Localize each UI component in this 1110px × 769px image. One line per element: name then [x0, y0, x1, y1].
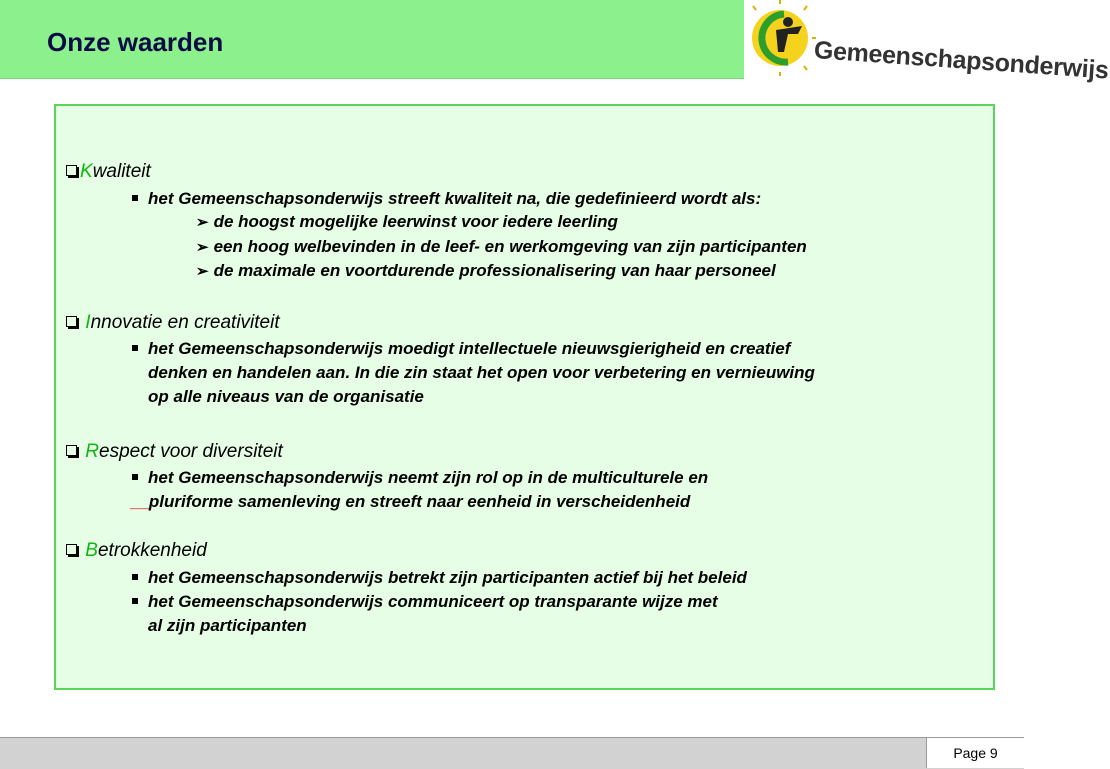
sub-bullet-text: de hoogst mogelijke leerwinst voor iedere leerling — [213, 212, 618, 231]
content-box — [54, 104, 995, 690]
heading-rest: waliteit — [92, 161, 151, 182]
checkbox-bullet-icon — [66, 316, 77, 327]
square-bullet-icon — [132, 574, 138, 580]
bullet-text: het Gemeenschapsonderwijs neemt zijn rol op in de multiculturele en — [148, 468, 709, 487]
heading-kwaliteit — [66, 161, 151, 183]
bullet-text: het Gemeenschapsonderwijs moedigt intellectuele nieuwsgierigheid en creatief — [148, 339, 791, 358]
checkbox-bullet-icon — [66, 165, 77, 176]
sub-bullet-1 — [196, 212, 618, 232]
arrow-bullet-icon: ➢ — [196, 263, 209, 280]
gemeenschapsonderwijs-logo — [744, 0, 1110, 85]
bullet-innovatie — [132, 339, 790, 359]
heading-betrokkenheid — [66, 540, 207, 562]
sub-bullet-2 — [196, 237, 807, 257]
heading-respect — [66, 441, 283, 463]
bullet-innovatie-line-2: denken en handelen aan. In die zin staat het open voor verbetering en vernieuwing — [148, 363, 815, 382]
red-underscore: __ — [130, 492, 149, 511]
square-bullet-icon — [132, 598, 138, 604]
heading-innovatie — [66, 312, 280, 334]
bullet-innovatie-line-3: op alle niveaus van de organisatie — [148, 387, 424, 406]
arrow-bullet-icon: ➢ — [196, 214, 209, 231]
arrow-bullet-icon: ➢ — [196, 239, 209, 256]
bullet-betrokkenheid-2 — [132, 592, 718, 612]
slide-title: Onze waarden — [47, 27, 224, 57]
heading-initial: I — [85, 312, 91, 333]
bullet-text: het Gemeenschapsonderwijs betrekt zijn participanten actief bij het beleid — [148, 568, 747, 587]
bullet-betrokkenheid-2-line-2: al zijn participanten — [148, 616, 307, 635]
bullet-respect-line-2 — [130, 492, 690, 512]
square-bullet-icon — [132, 474, 138, 480]
page-number: Page 9 — [926, 737, 1024, 768]
heading-rest: etrokkenheid — [97, 540, 207, 561]
sub-bullet-text: de maximale en voortdurende professionalisering van haar personeel — [213, 261, 776, 280]
bullet-kwaliteit — [132, 189, 761, 209]
bullet-betrokkenheid-1 — [132, 568, 747, 588]
sub-bullet-text: een hoog welbevinden in de leef- en werkomgeving van zijn participanten — [213, 237, 807, 256]
logo-text: Gemeenschapsonderwijs — [813, 36, 1110, 85]
heading-initial: B — [85, 540, 98, 561]
checkbox-bullet-icon — [66, 544, 77, 555]
heading-initial: K — [80, 161, 93, 182]
bullet-text: pluriforme samenleving en streeft naar eenheid in verscheidenheid — [148, 492, 691, 511]
checkbox-bullet-icon — [66, 445, 77, 456]
logo-emblem-icon — [744, 0, 824, 80]
footer-bar — [0, 737, 1024, 769]
bullet-text: het Gemeenschapsonderwijs communiceert op transparante wijze met — [148, 592, 718, 611]
sub-bullet-3 — [196, 261, 776, 281]
heading-rest: espect voor diversiteit — [99, 441, 283, 462]
bullet-text: het Gemeenschapsonderwijs streeft kwaliteit na, die gedefinieerd wordt als: — [148, 189, 762, 208]
square-bullet-icon — [132, 195, 138, 201]
heading-rest: nnovatie en creativiteit — [90, 312, 280, 333]
square-bullet-icon — [132, 345, 138, 351]
heading-initial: R — [85, 441, 100, 462]
bullet-respect — [132, 468, 708, 488]
